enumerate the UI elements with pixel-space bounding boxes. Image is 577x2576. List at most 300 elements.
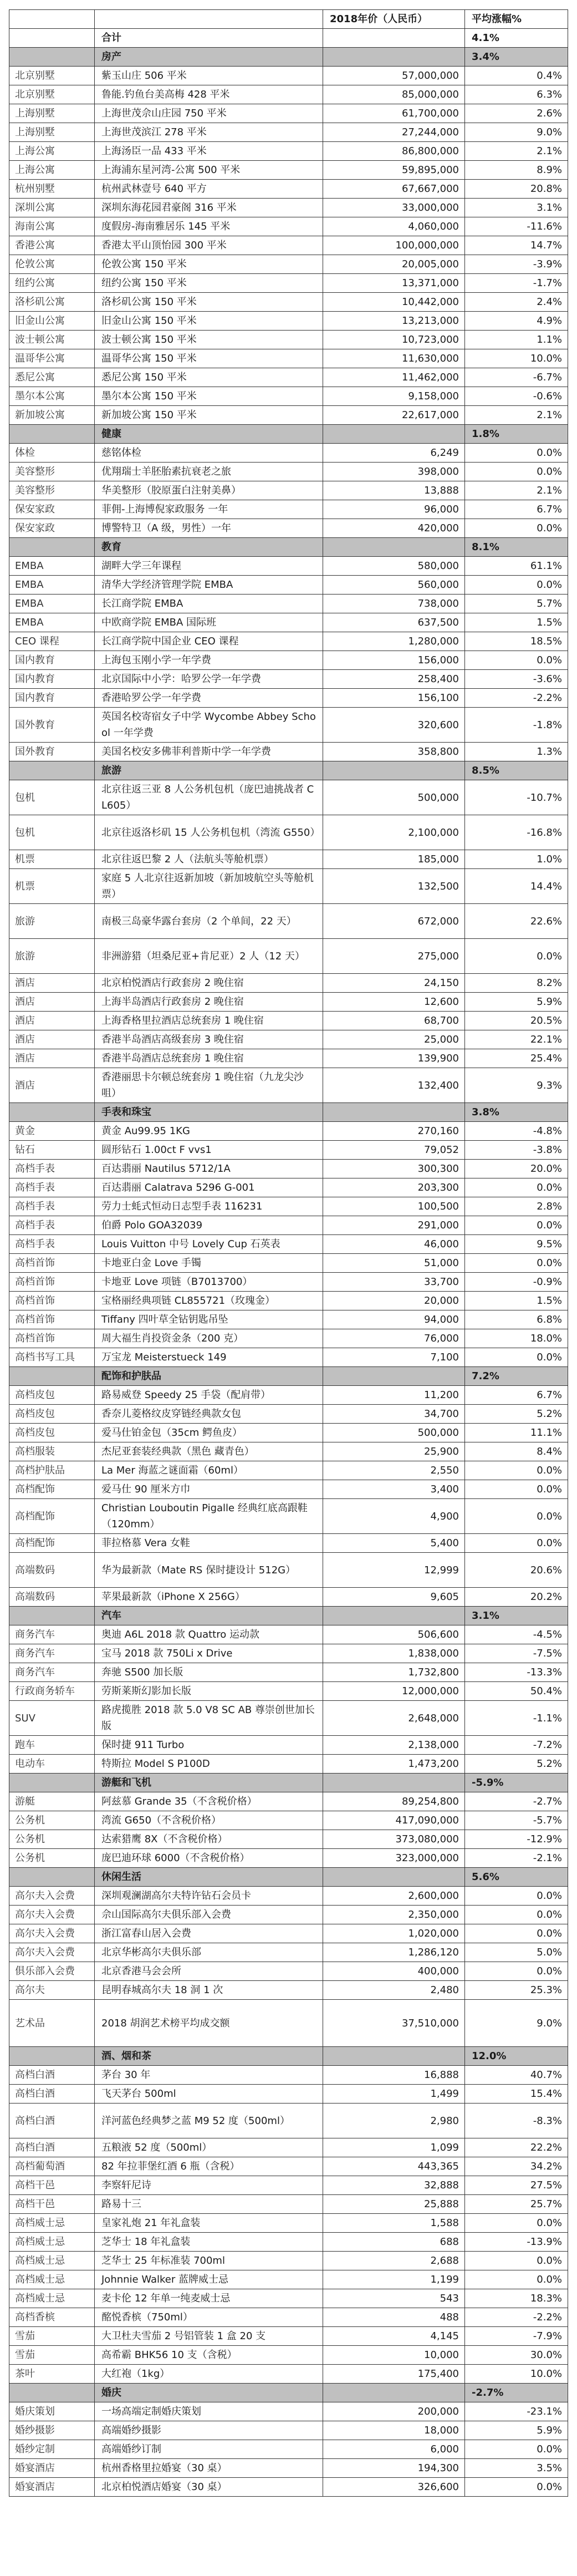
- section-blank: [9, 425, 95, 444]
- row-category: 高档配饰: [9, 1534, 95, 1553]
- row-item: 伯爵 Polo GOA32039: [95, 1216, 323, 1235]
- row-price: 20,005,000: [323, 255, 465, 274]
- section-price-blank: [323, 1103, 465, 1122]
- section-blank: [9, 761, 95, 780]
- table-row: [9, 632, 568, 651]
- row-price: 185,000: [323, 850, 465, 869]
- table-row: [9, 123, 568, 142]
- row-change: 50.4%: [465, 1682, 568, 1701]
- row-item: 洛杉矶公寓 150 平米: [95, 293, 323, 312]
- row-item: 杰尼亚套装经典款（黑色 藏青色）: [95, 1442, 323, 1461]
- row-item: 北京华彬高尔夫俱乐部: [95, 1943, 323, 1962]
- row-item: 清华大学经济管理学院 EMBA: [95, 576, 323, 595]
- row-price: 3,400: [323, 1480, 465, 1499]
- row-category: 高档威士忌: [9, 2270, 95, 2289]
- row-price: 1,588: [323, 2214, 465, 2233]
- row-price: 275,000: [323, 939, 465, 974]
- section-price-blank: [323, 425, 465, 444]
- row-price: 738,000: [323, 595, 465, 613]
- section-blank: [9, 2047, 95, 2066]
- row-price: 291,000: [323, 1216, 465, 1235]
- table-row: [9, 1849, 568, 1868]
- row-category: 酒店: [9, 1068, 95, 1103]
- row-item: 长江商学院 EMBA: [95, 595, 323, 613]
- row-item: 劳力士蚝式恒动日志型手表 116231: [95, 1197, 323, 1216]
- table-row: [9, 2346, 568, 2365]
- section-change: -2.7%: [465, 2384, 568, 2402]
- row-category: 美容整形: [9, 481, 95, 500]
- table-row: [9, 1273, 568, 1292]
- section-row: [9, 1868, 568, 1887]
- row-change: -7.5%: [465, 1644, 568, 1663]
- table-row: [9, 255, 568, 274]
- row-price: 506,600: [323, 1625, 465, 1644]
- row-change: -10.7%: [465, 780, 568, 815]
- row-price: 5,400: [323, 1534, 465, 1553]
- row-change: 6.7%: [465, 1386, 568, 1405]
- row-category: 雪茄: [9, 2327, 95, 2346]
- table-row: [9, 1701, 568, 1736]
- row-price: 200,000: [323, 2402, 465, 2421]
- row-change: 25.3%: [465, 1981, 568, 2000]
- row-price: 11,200: [323, 1386, 465, 1405]
- row-category: 跑车: [9, 1736, 95, 1755]
- table-row: [9, 2478, 568, 2497]
- row-price: 358,800: [323, 743, 465, 761]
- row-category: 高档干邑: [9, 2176, 95, 2195]
- row-price: 443,365: [323, 2157, 465, 2176]
- row-change: 10.0%: [465, 2365, 568, 2384]
- row-change: -8.3%: [465, 2104, 568, 2138]
- row-change: 8.2%: [465, 974, 568, 993]
- row-change: -13.3%: [465, 1663, 568, 1682]
- row-item: 百达翡丽 Nautilus 5712/1A: [95, 1160, 323, 1178]
- row-category: 酒店: [9, 1049, 95, 1068]
- row-change: 0.0%: [465, 519, 568, 538]
- section-change: 3.8%: [465, 1103, 568, 1122]
- row-price: 89,254,800: [323, 1792, 465, 1811]
- row-change: -4.5%: [465, 1625, 568, 1644]
- row-category: 上海别墅: [9, 104, 95, 123]
- row-change: -2.1%: [465, 1849, 568, 1868]
- row-price: 1,732,800: [323, 1663, 465, 1682]
- row-change: 22.6%: [465, 904, 568, 939]
- row-category: 机票: [9, 869, 95, 904]
- row-item: 庞巴迪环球 6000（不含税价格）: [95, 1849, 323, 1868]
- row-item: 度假房-海南雅居乐 145 平米: [95, 217, 323, 236]
- row-item: 菲拉格慕 Vera 女鞋: [95, 1534, 323, 1553]
- row-category: 旅游: [9, 939, 95, 974]
- table-row: [9, 1663, 568, 1682]
- section-blank: [9, 48, 95, 67]
- table-row: [9, 1480, 568, 1499]
- row-item: 高希霸 BHK56 10 支（含税）: [95, 2346, 323, 2365]
- row-price: 11,462,000: [323, 368, 465, 387]
- table-row: [9, 1736, 568, 1755]
- row-price: 34,700: [323, 1405, 465, 1424]
- row-change: 2.4%: [465, 293, 568, 312]
- row-item: 特斯拉 Model S P100D: [95, 1755, 323, 1774]
- row-change: -1.1%: [465, 1701, 568, 1736]
- row-price: 85,000,000: [323, 85, 465, 104]
- row-item: 香港哈罗公学一年学费: [95, 689, 323, 708]
- section-row: [9, 1774, 568, 1792]
- row-category: 伦敦公寓: [9, 255, 95, 274]
- row-item: 劳斯莱斯幻影加长版: [95, 1682, 323, 1701]
- table-row: [9, 1030, 568, 1049]
- section-blank: [9, 1774, 95, 1792]
- table-row: [9, 312, 568, 331]
- table-row: [9, 1755, 568, 1774]
- table-row: [9, 780, 568, 815]
- table-row: [9, 1625, 568, 1644]
- row-category: 国外教育: [9, 708, 95, 743]
- table-row: [9, 1348, 568, 1367]
- table-row: [9, 2270, 568, 2289]
- table-row: [9, 1553, 568, 1588]
- row-price: 2,550: [323, 1461, 465, 1480]
- section-row: [9, 538, 568, 557]
- row-category: 保安家政: [9, 500, 95, 519]
- section-blank: [9, 1868, 95, 1887]
- row-category: 高端数码: [9, 1553, 95, 1588]
- table-row: [9, 2252, 568, 2270]
- row-category: EMBA: [9, 595, 95, 613]
- table-row: [9, 142, 568, 161]
- row-category: 商务汽车: [9, 1625, 95, 1644]
- table-row: [9, 85, 568, 104]
- table-row: [9, 1329, 568, 1348]
- row-item: 北京柏悦酒店婚宴（30 桌）: [95, 2478, 323, 2497]
- row-change: 0.0%: [465, 1534, 568, 1553]
- row-price: 68,700: [323, 1012, 465, 1030]
- table-row: [9, 293, 568, 312]
- table-row: [9, 2104, 568, 2138]
- row-price: 560,000: [323, 576, 465, 595]
- row-price: 1,020,000: [323, 1924, 465, 1943]
- row-change: -3.8%: [465, 1141, 568, 1160]
- row-item: 菲佣-上海博倪家政服务 一年: [95, 500, 323, 519]
- row-change: -7.9%: [465, 2327, 568, 2346]
- section-change: 3.1%: [465, 1607, 568, 1625]
- table-row: [9, 1386, 568, 1405]
- row-change: 4.9%: [465, 312, 568, 331]
- table-row: [9, 519, 568, 538]
- row-change: 10.0%: [465, 349, 568, 368]
- row-item: Louis Vuitton 中号 Lovely Cup 石英表: [95, 1235, 323, 1254]
- row-change: -12.9%: [465, 1830, 568, 1849]
- row-category: 国内教育: [9, 651, 95, 670]
- table-row: [9, 1049, 568, 1068]
- table-row: [9, 993, 568, 1012]
- total-label: 合计: [95, 29, 323, 48]
- row-change: 1.5%: [465, 1292, 568, 1310]
- row-change: -4.8%: [465, 1122, 568, 1141]
- section-title: 健康: [95, 425, 323, 444]
- row-item: 黄金 Au99.95 1KG: [95, 1122, 323, 1141]
- row-category: 茶叶: [9, 2365, 95, 2384]
- section-change: 12.0%: [465, 2047, 568, 2066]
- row-change: 9.0%: [465, 123, 568, 142]
- row-change: 18.0%: [465, 1329, 568, 1348]
- total-price: [323, 29, 465, 48]
- row-item: 博警特卫（A 级，男性）一年: [95, 519, 323, 538]
- section-title: 手表和珠宝: [95, 1103, 323, 1122]
- section-price-blank: [323, 1367, 465, 1386]
- table-row: [9, 2138, 568, 2157]
- table-row: [9, 2066, 568, 2085]
- row-item: 宝马 2018 款 750Li x Drive: [95, 1644, 323, 1663]
- row-change: 5.2%: [465, 1755, 568, 1774]
- row-item: 阿兹慕 Grande 35（不含税价格）: [95, 1792, 323, 1811]
- row-category: 高档护肤品: [9, 1461, 95, 1480]
- row-item: 苹果最新款（iPhone X 256G）: [95, 1588, 323, 1607]
- row-change: -23.1%: [465, 2402, 568, 2421]
- row-price: 373,080,000: [323, 1830, 465, 1849]
- row-change: 8.9%: [465, 161, 568, 180]
- row-change: 0.0%: [465, 1461, 568, 1480]
- row-item: 五粮液 52 度（500ml）: [95, 2138, 323, 2157]
- row-category: 高档手表: [9, 1216, 95, 1235]
- row-price: 398,000: [323, 463, 465, 481]
- table-row: [9, 387, 568, 406]
- row-change: 40.7%: [465, 2066, 568, 2085]
- section-change: 7.2%: [465, 1367, 568, 1386]
- section-title: 酒、烟和茶: [95, 2047, 323, 2066]
- row-category: 上海公寓: [9, 161, 95, 180]
- row-category: 酒店: [9, 1030, 95, 1049]
- header-row: [9, 10, 568, 29]
- table-row: [9, 1310, 568, 1329]
- row-item: Christian Louboutin Pigalle 经典红底高跟鞋（120mm）: [95, 1499, 323, 1534]
- row-price: 7,100: [323, 1348, 465, 1367]
- row-price: 20,000: [323, 1292, 465, 1310]
- row-change: 3.5%: [465, 2459, 568, 2478]
- row-price: 10,000: [323, 2346, 465, 2365]
- row-change: 0.0%: [465, 2252, 568, 2270]
- row-price: 543: [323, 2289, 465, 2308]
- table-row: [9, 670, 568, 689]
- row-change: 6.8%: [465, 1310, 568, 1329]
- row-item: 纽约公寓 150 平米: [95, 274, 323, 293]
- row-category: 婚庆策划: [9, 2402, 95, 2421]
- row-item: Johnnie Walker 蓝牌威士忌: [95, 2270, 323, 2289]
- section-price-blank: [323, 2047, 465, 2066]
- row-price: 258,400: [323, 670, 465, 689]
- row-change: 1.3%: [465, 743, 568, 761]
- section-blank: [9, 1607, 95, 1625]
- row-price: 33,700: [323, 1273, 465, 1292]
- row-item: 上海世茂滨江 278 平米: [95, 123, 323, 142]
- row-item: 美国名校安多佛菲利普斯中学一年学费: [95, 743, 323, 761]
- table-row: [9, 1924, 568, 1943]
- row-change: 20.0%: [465, 1160, 568, 1178]
- row-item: 波士顿公寓 150 平米: [95, 331, 323, 349]
- table-row: [9, 2459, 568, 2478]
- row-price: 27,244,000: [323, 123, 465, 142]
- row-price: 132,400: [323, 1068, 465, 1103]
- table-row: [9, 67, 568, 85]
- row-category: 国内教育: [9, 670, 95, 689]
- row-change: 22.2%: [465, 2138, 568, 2157]
- section-price-blank: [323, 48, 465, 67]
- table-row: [9, 331, 568, 349]
- row-item: 麦卡伦 12 年单一纯麦威士忌: [95, 2289, 323, 2308]
- row-price: 500,000: [323, 1424, 465, 1442]
- row-price: 9,605: [323, 1588, 465, 1607]
- row-change: -3.6%: [465, 670, 568, 689]
- row-item: 飞天茅台 500ml: [95, 2085, 323, 2104]
- row-change: 25.4%: [465, 1049, 568, 1068]
- table-row: [9, 161, 568, 180]
- row-item: 路虎揽胜 2018 款 5.0 V8 SC AB 尊崇创世加长版: [95, 1701, 323, 1736]
- row-category: 旧金山公寓: [9, 312, 95, 331]
- row-item: 香奈儿菱格纹皮穿链经典款女包: [95, 1405, 323, 1424]
- row-change: 22.1%: [465, 1030, 568, 1049]
- row-item: 深圳观澜湖高尔夫特许钻石会员卡: [95, 1887, 323, 1906]
- row-change: 11.1%: [465, 1424, 568, 1442]
- row-price: 32,888: [323, 2176, 465, 2195]
- row-item: 北京往返洛杉矶 15 人公务机包机（湾流 G550）: [95, 815, 323, 850]
- row-category: 高档葡萄酒: [9, 2157, 95, 2176]
- row-category: 高档配饰: [9, 1499, 95, 1534]
- row-price: 1,286,120: [323, 1943, 465, 1962]
- row-change: 34.2%: [465, 2157, 568, 2176]
- row-item: 爱马仕 90 厘米方巾: [95, 1480, 323, 1499]
- row-price: 94,000: [323, 1310, 465, 1329]
- row-change: 1.0%: [465, 850, 568, 869]
- section-blank: [9, 1103, 95, 1122]
- row-price: 13,888: [323, 481, 465, 500]
- section-title: 教育: [95, 538, 323, 557]
- row-price: 96,000: [323, 500, 465, 519]
- row-category: 高档皮包: [9, 1405, 95, 1424]
- row-item: 华为最新款（Mate RS 保时捷设计 512G）: [95, 1553, 323, 1588]
- row-price: 16,888: [323, 2066, 465, 2085]
- row-item: 华美整形（胶原蛋白注射美鼻）: [95, 481, 323, 500]
- row-item: 湖畔大学三年课程: [95, 557, 323, 576]
- table-row: [9, 180, 568, 199]
- row-item: 湾流 G650（不含税价格）: [95, 1811, 323, 1830]
- row-change: -6.7%: [465, 368, 568, 387]
- row-price: 57,000,000: [323, 67, 465, 85]
- row-item: 万宝龙 Meisterstueck 149: [95, 1348, 323, 1367]
- row-item: 墨尔本公寓 150 平米: [95, 387, 323, 406]
- table-row: [9, 2176, 568, 2195]
- row-change: 18.3%: [465, 2289, 568, 2308]
- row-price: 100,500: [323, 1197, 465, 1216]
- row-price: 25,900: [323, 1442, 465, 1461]
- row-change: 9.3%: [465, 1068, 568, 1103]
- section-change: 3.4%: [465, 48, 568, 67]
- table-row: [9, 2214, 568, 2233]
- row-item: 家庭 5 人北京往返新加坡（新加坡航空头等舱机票）: [95, 869, 323, 904]
- row-category: 上海别墅: [9, 123, 95, 142]
- table-row: [9, 1811, 568, 1830]
- row-category: 上海公寓: [9, 142, 95, 161]
- row-item: 爱马仕铂金包（35cm 鳄鱼皮）: [95, 1424, 323, 1442]
- row-category: 旅游: [9, 904, 95, 939]
- section-price-blank: [323, 1774, 465, 1792]
- row-category: 婚纱摄影: [9, 2421, 95, 2440]
- row-item: 浙江富春山居入会费: [95, 1924, 323, 1943]
- row-category: 保安家政: [9, 519, 95, 538]
- row-item: 大红袍（1kg）: [95, 2365, 323, 2384]
- section-blank: [9, 538, 95, 557]
- row-item: 北京往返巴黎 2 人（法航头等舱机票）: [95, 850, 323, 869]
- row-price: 12,600: [323, 993, 465, 1012]
- row-category: 高档香槟: [9, 2308, 95, 2327]
- row-category: 深圳公寓: [9, 199, 95, 217]
- row-price: 688: [323, 2233, 465, 2252]
- row-category: EMBA: [9, 576, 95, 595]
- row-price: 2,480: [323, 1981, 465, 2000]
- section-title: 旅游: [95, 761, 323, 780]
- table-row: [9, 463, 568, 481]
- row-category: 电动车: [9, 1755, 95, 1774]
- row-change: -7.2%: [465, 1736, 568, 1755]
- table-row: [9, 613, 568, 632]
- row-category: 北京别墅: [9, 67, 95, 85]
- row-category: 公务机: [9, 1849, 95, 1868]
- row-change: -11.6%: [465, 217, 568, 236]
- row-change: 0.4%: [465, 67, 568, 85]
- row-change: 5.7%: [465, 595, 568, 613]
- row-price: 67,667,000: [323, 180, 465, 199]
- row-change: 6.3%: [465, 85, 568, 104]
- row-category: 包机: [9, 815, 95, 850]
- row-price: 22,617,000: [323, 406, 465, 425]
- table-row: [9, 1499, 568, 1534]
- table-row: [9, 104, 568, 123]
- row-price: 59,895,000: [323, 161, 465, 180]
- row-item: 中欧商学院 EMBA 国际班: [95, 613, 323, 632]
- row-category: 纽约公寓: [9, 274, 95, 293]
- row-category: 婚宴酒店: [9, 2478, 95, 2497]
- table-row: [9, 689, 568, 708]
- section-title: 游艇和飞机: [95, 1774, 323, 1792]
- row-category: 温哥华公寓: [9, 349, 95, 368]
- row-change: 0.0%: [465, 463, 568, 481]
- row-item: 高端婚纱摄影: [95, 2421, 323, 2440]
- table-row: [9, 1197, 568, 1216]
- row-category: 海南公寓: [9, 217, 95, 236]
- row-item: 鲁能.钓鱼台美高梅 428 平米: [95, 85, 323, 104]
- row-category: 婚宴酒店: [9, 2459, 95, 2478]
- header-price: 2018年价（人民币）: [323, 10, 465, 29]
- section-change: 1.8%: [465, 425, 568, 444]
- row-price: 194,300: [323, 2459, 465, 2478]
- table-row: [9, 1216, 568, 1235]
- table-row: [9, 2000, 568, 2047]
- table-row: [9, 1292, 568, 1310]
- row-price: 2,138,000: [323, 1736, 465, 1755]
- row-category: 酒店: [9, 1012, 95, 1030]
- row-category: 高端数码: [9, 1588, 95, 1607]
- header-change: 平均涨幅%: [465, 10, 568, 29]
- row-change: 0.0%: [465, 939, 568, 974]
- row-price: 46,000: [323, 1235, 465, 1254]
- table-row: [9, 2308, 568, 2327]
- row-change: 2.1%: [465, 142, 568, 161]
- row-price: 1,099: [323, 2138, 465, 2157]
- row-price: 1,199: [323, 2270, 465, 2289]
- row-change: 2.6%: [465, 104, 568, 123]
- section-change: 8.5%: [465, 761, 568, 780]
- row-category: 高尔夫入会费: [9, 1924, 95, 1943]
- row-price: 25,888: [323, 2195, 465, 2214]
- row-change: 14.4%: [465, 869, 568, 904]
